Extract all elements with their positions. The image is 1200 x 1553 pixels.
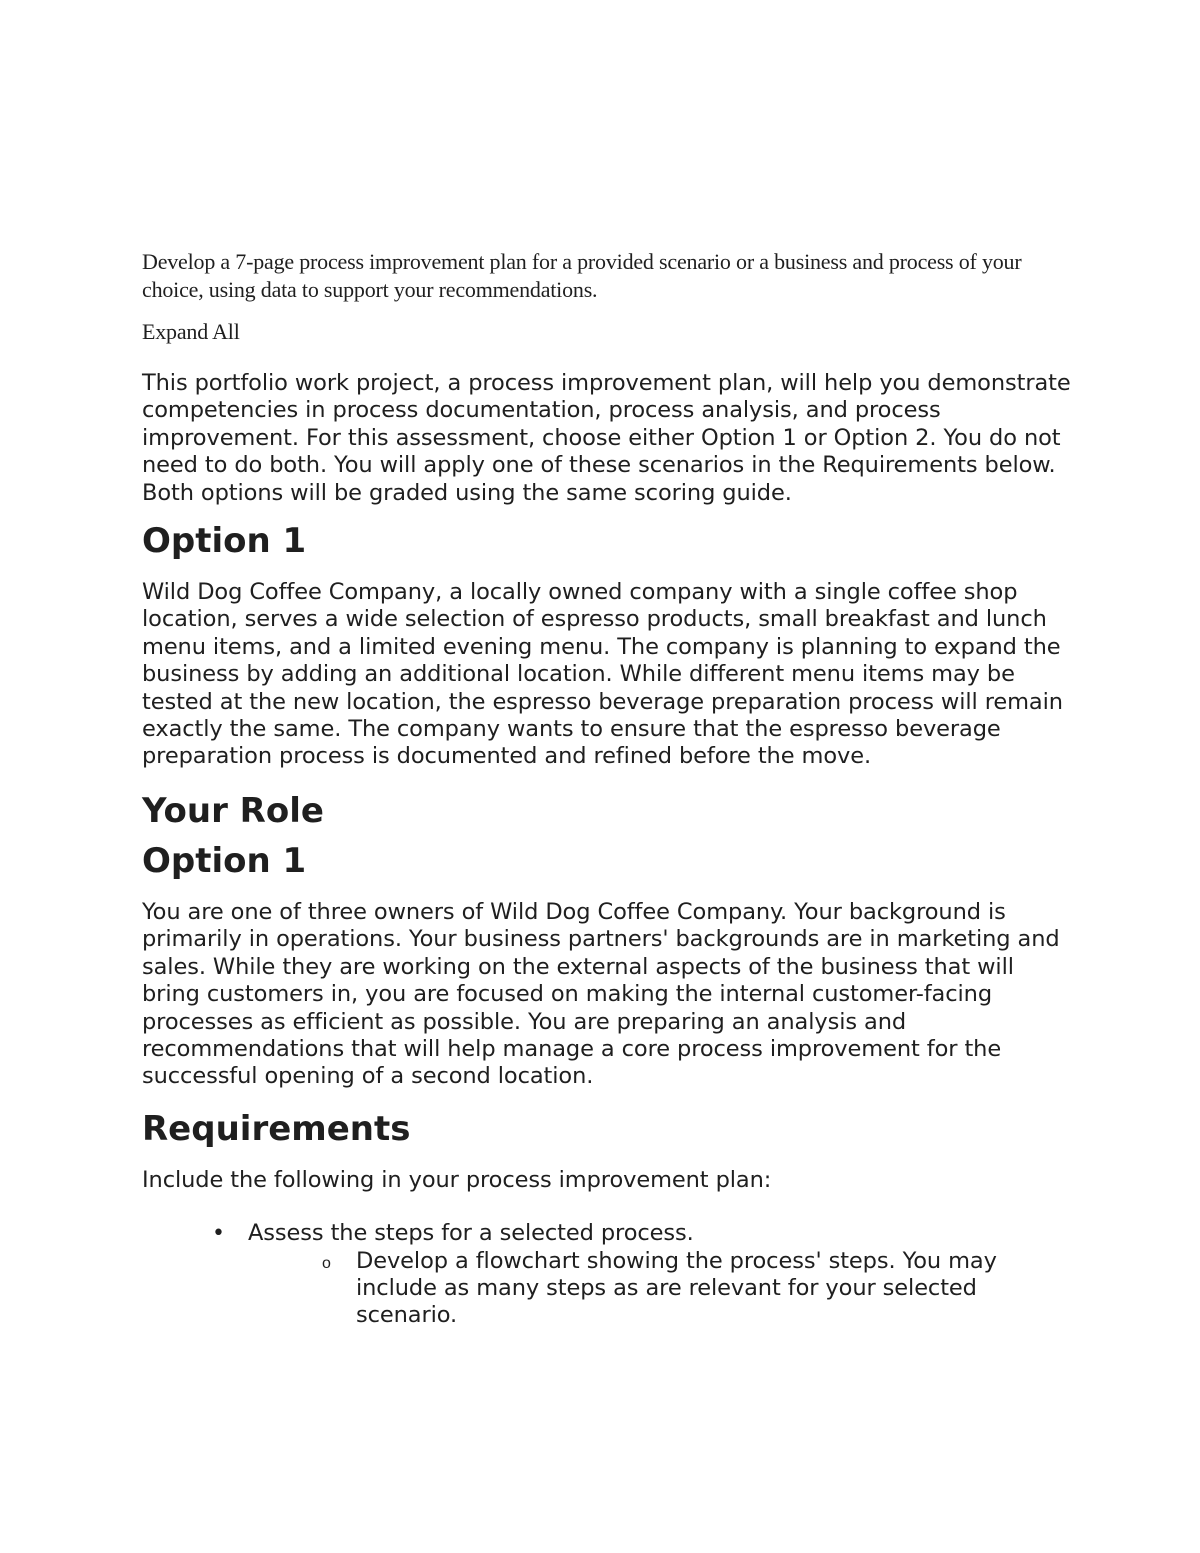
requirements-list (142, 1220, 1072, 1330)
role-option-1-heading: Option 1 (142, 840, 307, 881)
sub-list-container (142, 1248, 1072, 1330)
option-1-scenario: Wild Dog Coffee Company, a locally owned company with a single coffee shop location, serves a wide selection of espresso products, small breakfast and lunch menu items, and a limited evening menu. The company is planning to expand the business by adding an additional location. While different menu items may be tested at the new location, the espresso beverage preparation process will remain exactly the same. The company wants to ensure that the espresso beverage preparation process is documented and refined before the move. (142, 579, 1063, 770)
document-page (142, 248, 1072, 1330)
sub-list-item (142, 1248, 1072, 1330)
sub-list-item-text: Develop a flowchart showing the process' steps. You may include as many steps as are relevant for your selected scenario. (356, 1247, 997, 1329)
option-1-heading: Option 1 (142, 521, 307, 562)
hollow-bullet-icon: o (322, 1254, 331, 1272)
assignment-summary: Develop a 7-page process improvement plan for a provided scenario or a business and process of your choice, using data to support your recommendations. (142, 249, 1022, 302)
requirements-intro: Include the following in your process improvement plan: (142, 1166, 772, 1193)
your-role-heading: Your Role (142, 790, 324, 831)
expand-all-link[interactable]: Expand All (142, 319, 240, 344)
list-item (142, 1220, 1072, 1247)
sub-requirements-list (142, 1248, 1072, 1330)
requirements-heading: Requirements (142, 1108, 411, 1149)
list-item-text: Assess the steps for a selected process. (248, 1220, 694, 1247)
role-paragraph: You are one of three owners of Wild Dog Coffee Company. Your background is primarily in operations. Your business partners' backgrounds are in marketing and sales. While they are working on the external aspects of the business that will bring customers in, you are focused on making the internal customer-facing processes as efficient as possible. You are preparing an analysis and recommendations that will help manage a core process improvement for the successful opening of a second location. (142, 898, 1060, 1090)
overview-paragraph: This portfolio work project, a process improvement plan, will help you demonstrate competencies in process documentation, process analysis, and process improvement. For this assessment, choose either Option 1 or Option 2. You do not need to do both. You will apply one of these scenarios in the Requirements below. Both options will be graded using the same scoring guide. (142, 370, 1071, 506)
bullet-icon: • (212, 1221, 225, 1247)
